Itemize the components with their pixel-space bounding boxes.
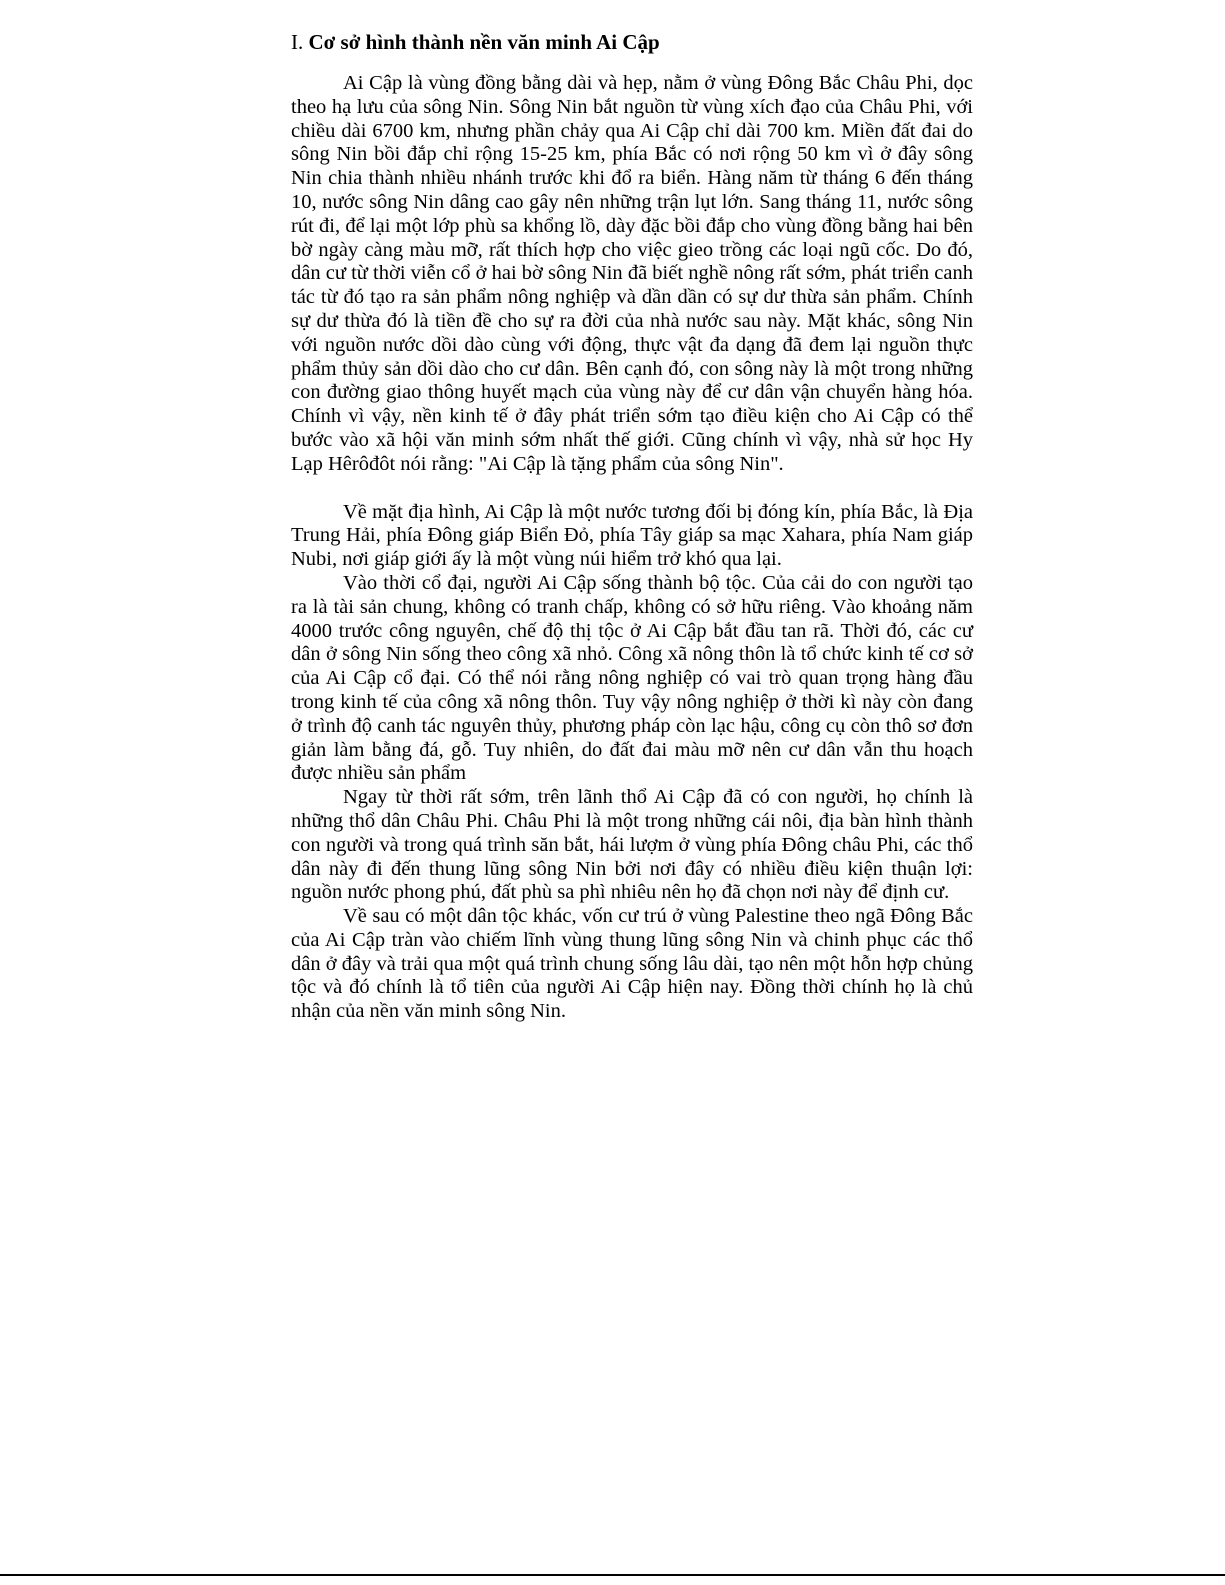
paragraph-geography-nile: Ai Cập là vùng đồng bằng dài và hẹp, nằm ở vùng Đông Bắc Châu Phi, dọc theo hạ lưu của sông Nin. Sông Nin bắt nguồn từ vùng xích đạo của Châu Phi, với chiều dài 6700 km, nhưng phần chảy qua Ai Cập chỉ dài 700 km. Miền đất đai do sông Nin bồi đắp chỉ rộng 15-25 km, phía Bắc có nơi rộng 50 km vì ở đây sông Nin chia thành nhiều nhánh trước khi đổ ra biển. Hàng năm từ tháng 6 đến tháng 10, nước sông Nin dâng cao gây nên những trận lụt lớn. Sang tháng 11, nước sông rút đi, để lại một lớp phù sa khổng lồ, dày đặc bồi đắp cho vùng đồng bằng hai bên bờ ngày càng màu mỡ, rất thích hợp cho việc gieo trồng các loại ngũ cốc. Do đó, dân cư từ thời viễn cổ ở hai bờ sông Nin đã biết nghề nông rất sớm, phát triển canh tác từ đó tạo ra sản phẩm nông nghiệp và dần dần có sự dư thừa sản phẩm. Chính sự dư thừa đó là tiền đề cho sự ra đời của nhà nước sau này. Mặt khác, sông Nin với nguồn nước dồi dào cùng với động, thực vật đa dạng đã đem lại nguồn thực phẩm thủy sản dồi dào cho cư dân. Bên cạnh đó, con sông này là một trong những con đường giao thông huyết mạch của vùng này để cư dân vận chuyển hàng hóa. Chính vì vậy, nền kinh tế ở đây phát triển sớm tạo điều kiện cho Ai Cập có thể bước vào xã hội văn minh sớm nhất thế giới. Cũng chính vì vậy, nhà sử học Hy Lạp Hêrôđôt nói rằng: "Ai Cập là tặng phẩm của sông Nin". [291,72,973,475]
section-heading [291,28,973,56]
paragraph-ancient-society: Vào thời cổ đại, người Ai Cập sống thành bộ tộc. Của cải do con người tạo ra là tài sản chung, không có tranh chấp, không có sở hữu riêng. Vào khoảng năm 4000 trước công nguyên, chế độ thị tộc ở Ai Cập bắt đầu tan rã. Thời đó, các cư dân ở sông Nin sống theo công xã nhỏ. Công xã nông thôn là tổ chức kinh tế cơ sở của Ai Cập cổ đại. Có thể nói rằng nông nghiệp có vai trò quan trọng hàng đầu trong kinh tế của công xã nông thôn. Tuy vậy nông nghiệp ở thời kì này còn đang ở trình độ canh tác nguyên thủy, phương pháp còn lạc hậu, công cụ còn thô sơ đơn giản làm bằng đá, gỗ. Tuy nhiên, do đất đai màu mỡ nên cư dân vẫn thu hoạch được nhiều sản phẩm [291,571,973,785]
section-title: Cơ sở hình thành nền văn minh Ai Cập [308,30,660,54]
section-number: I. [291,30,304,54]
paragraph-terrain: Về mặt địa hình, Ai Cập là một nước tương đối bị đóng kín, phía Bắc, là Địa Trung Hải, phía Đông giáp Biển Đỏ, phía Tây giáp sa mạc Xahara, phía Nam giáp Nubi, nơi giáp giới ấy là một vùng núi hiểm trở khó qua lại. [291,500,973,571]
document-page [291,28,973,1024]
paragraph-early-inhabitants: Ngay từ thời rất sớm, trên lãnh thổ Ai Cập đã có con người, họ chính là những thổ dân Châu Phi. Châu Phi là một trong những cái nôi, địa bàn hình thành con người và trong quá trình săn bắt, hái lượm ở vùng phía Đông châu Phi, các thổ dân này đi đến thung lũng sông Nin bởi nơi đây có nhiều điều kiện thuận lợi: nguồn nước phong phú, đất phù sa phì nhiêu nên họ đã chọn nơi này để định cư. [291,786,973,904]
page-bottom-rule [0,1574,1225,1576]
paragraph-later-settlers: Về sau có một dân tộc khác, vốn cư trú ở vùng Palestine theo ngã Đông Bắc của Ai Cập tràn vào chiếm lĩnh vùng thung lũng sông Nin và chinh phục các thổ dân ở đây và trải qua một quá trình chung sống lâu dài, tạo nên một hỗn hợp chủng tộc và đó chính là tổ tiên của người Ai Cập hiện nay. Đồng thời chính họ là chủ nhận của nền văn minh sông Nin. [291,905,973,1023]
